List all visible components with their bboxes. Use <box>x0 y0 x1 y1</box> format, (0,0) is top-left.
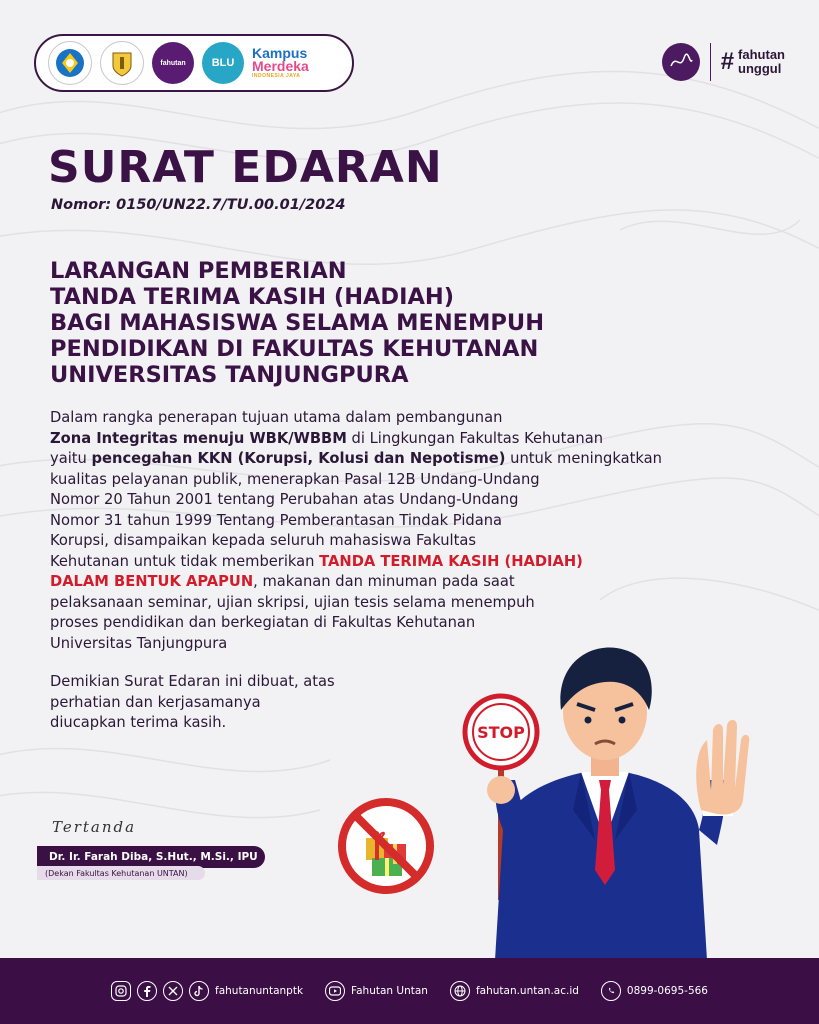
closing-line: diucapkan terima kasih. <box>50 714 227 731</box>
youtube-channel[interactable]: Fahutan Untan <box>351 985 428 997</box>
heading-line: UNIVERSITAS TANJUNGPURA <box>50 362 409 388</box>
fahutan-logo-label: fahutan <box>160 59 186 67</box>
body-line: Nomor 31 tahun 1999 Tentang Pemberantasan Tindak Pidana <box>50 511 503 529</box>
heading-line: TANDA TERIMA KASIH (HADIAH) <box>50 284 455 310</box>
body-line: Dalam rangka penerapan tujuan utama dalam pembangunan <box>50 409 503 426</box>
youtube-group[interactable] <box>325 981 428 1001</box>
untan-logo-icon <box>100 41 144 85</box>
kampus-merdeka-logo-icon <box>252 47 309 79</box>
bold-text: Zona Integritas menuju WBK/WBBM <box>50 429 347 447</box>
hashtag-block <box>662 43 785 81</box>
contact-footer <box>0 958 819 1024</box>
stop-man-illustration <box>455 640 755 960</box>
signer-name: Dr. Ir. Farah Diba, S.Hut., M.Si., IPU <box>37 846 265 868</box>
body-line <box>50 552 770 573</box>
body-text-fragment: yaitu <box>50 450 92 467</box>
x-twitter-icon[interactable] <box>163 981 183 1001</box>
document-number: Nomor: 0150/UN22.7/TU.00.01/2024 <box>51 197 346 213</box>
hash-symbol: # <box>720 48 735 75</box>
document-title: SURAT EDARAN <box>48 142 443 193</box>
heading-line: PENDIDIKAN DI FAKULTAS KEHUTANAN <box>50 336 539 362</box>
highlight-text: DALAM BENTUK APAPUN <box>50 573 254 590</box>
tut-wuri-handayani-logo-icon <box>48 41 92 85</box>
body-line: kualitas pelayanan publik, menerapkan Pasal 12B Undang-Undang <box>50 470 540 488</box>
whatsapp-number[interactable]: 0899-0695-566 <box>626 985 708 997</box>
fahutan-logo-icon <box>152 42 194 84</box>
globe-icon[interactable] <box>450 981 470 1001</box>
closing-line: perhatian dan kerjasamanya <box>50 693 261 711</box>
body-line <box>50 429 770 450</box>
blu-logo-label: BLU <box>211 57 235 69</box>
kampus-merdeka-line1: Kampus <box>252 45 308 61</box>
partner-logos-bar <box>34 34 354 92</box>
body-line <box>50 449 770 470</box>
body-text-fragment: di Lingkungan Fakultas Kehutanan <box>346 429 604 447</box>
body-line <box>50 572 770 593</box>
heading-line: LARANGAN PEMBERIAN <box>50 258 347 284</box>
signature-label: Tertanda <box>52 818 137 836</box>
body-line: Korupsi, disampaikan kepada seluruh mahasiswa Fakultas <box>50 532 476 549</box>
fahutan-signature-logo-icon <box>662 43 700 81</box>
blu-logo-icon <box>202 42 244 84</box>
body-line: Universitas Tanjungpura <box>50 634 228 652</box>
highlight-text: TANDA TERIMA KASIH (HADIAH) <box>319 552 583 570</box>
no-gift-icon <box>336 796 436 896</box>
closing-line: Demikian Surat Edaran ini dibuat, atas <box>50 673 335 690</box>
hashtag-divider <box>710 43 711 81</box>
document-heading <box>50 258 544 388</box>
body-line: proses pendidikan dan berkegiatan di Fakultas Kehutanan <box>50 614 476 631</box>
youtube-icon[interactable] <box>325 981 345 1001</box>
heading-line: BAGI MAHASISWA SELAMA MENEMPUH <box>50 310 545 336</box>
body-text-fragment: Kehutanan untuk tidak memberikan <box>50 552 320 570</box>
instagram-icon[interactable] <box>111 981 131 1001</box>
facebook-icon[interactable] <box>137 981 157 1001</box>
whatsapp-icon[interactable] <box>601 981 621 1001</box>
website-group[interactable] <box>450 981 579 1001</box>
signer-role: (Dekan Fakultas Kehutanan UNTAN) <box>37 866 205 880</box>
kampus-merdeka-line3: INDONESIA JAYA <box>252 73 301 79</box>
social-media-group[interactable] <box>111 981 303 1001</box>
body-text-fragment: , makanan dan minuman pada saat <box>253 573 515 590</box>
body-text-fragment: untuk meningkatkan <box>505 450 662 467</box>
social-handle[interactable]: fahutanuntanptk <box>215 985 304 997</box>
stop-sign-text: STOP <box>477 723 525 742</box>
hashtag-fahutan-unggul <box>721 48 785 76</box>
tiktok-icon[interactable] <box>189 981 209 1001</box>
body-line: Nomor 20 Tahun 2001 tentang Perubahan atas Undang-Undang <box>50 491 519 508</box>
closing-paragraph <box>50 672 335 734</box>
hashtag-line1: fahutan <box>738 47 785 62</box>
body-line: pelaksanaan seminar, ujian skripsi, ujian tesis selama menempuh <box>50 593 535 611</box>
body-paragraph <box>50 408 770 654</box>
website-link[interactable]: fahutan.untan.ac.id <box>475 985 579 997</box>
kampus-merdeka-line2: Merdeka <box>252 58 309 74</box>
bold-text: pencegahan KKN (Korupsi, Kolusi dan Nepotisme) <box>91 450 506 467</box>
whatsapp-group[interactable] <box>601 981 708 1001</box>
hashtag-line2: unggul <box>738 61 782 76</box>
